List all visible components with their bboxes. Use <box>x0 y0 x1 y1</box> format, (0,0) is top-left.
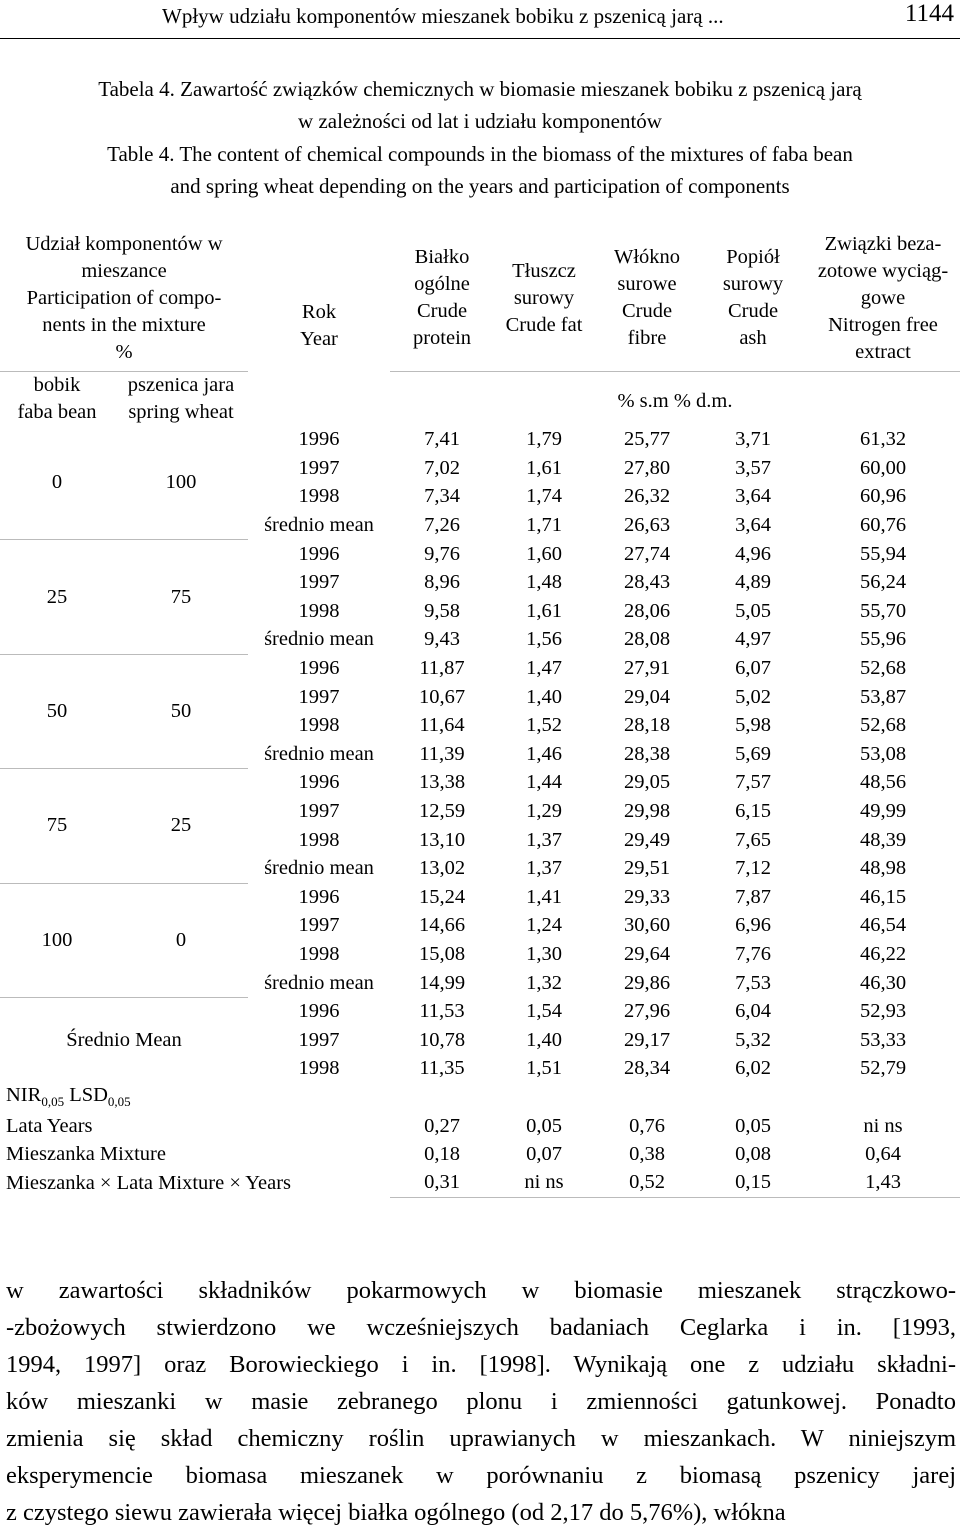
fat-cell: 1,60 <box>526 542 562 565</box>
faba-share-cell: 100 <box>0 883 114 997</box>
ash-cell: 5,05 <box>735 599 771 622</box>
wheat-header <box>114 371 248 426</box>
header-line: Białko <box>414 246 470 269</box>
nfe-cell: 55,70 <box>859 599 907 622</box>
nfe-cell: 46,22 <box>859 942 907 965</box>
unit-header: % s.m % d.m. <box>617 390 733 412</box>
nfe-cell: 55,94 <box>859 542 907 565</box>
table-row <box>0 654 960 683</box>
year-cell: 1997 <box>298 685 340 708</box>
fat-cell: 1,44 <box>526 771 562 794</box>
header-line: Tłuszcz <box>512 259 576 282</box>
header-line: % <box>115 340 133 363</box>
ash-cell: 6,15 <box>735 800 771 823</box>
lsd-heading <box>0 1083 960 1112</box>
year-cell: 1996 <box>298 771 340 794</box>
fat-cell: 1,40 <box>526 1028 562 1051</box>
header-line: fibre <box>627 327 667 350</box>
lsd-heading-part: NIR <box>6 1084 42 1107</box>
fibre-lsd-cell: 0,38 <box>629 1143 665 1166</box>
wheat-share-cell: 50 <box>114 654 248 768</box>
header-line: spring wheat <box>128 400 234 423</box>
faba-share-cell: 25 <box>0 540 114 654</box>
fibre-cell: 29,17 <box>623 1028 671 1051</box>
fibre-mean-cell: 28,38 <box>623 742 671 765</box>
protein-cell: 13,38 <box>418 771 466 794</box>
protein-cell: 11,64 <box>419 714 465 737</box>
lsd-row <box>0 1112 960 1141</box>
protein-cell: 11,35 <box>419 1057 465 1080</box>
table-caption-pl-line1: Tabela 4. Zawartość związków chemicznych w biomasie mieszanek bobiku z pszenicą jarą <box>98 77 862 101</box>
ash-lsd-cell: 0,05 <box>735 1114 771 1137</box>
header-line: Crude <box>416 300 468 323</box>
ash-mean-cell: 3,64 <box>735 514 771 537</box>
fat-cell: 1,74 <box>526 485 562 508</box>
year-header <box>248 226 390 426</box>
mean-label-cell: średnio mean <box>264 971 374 994</box>
header-line: Popiół <box>726 246 780 269</box>
fibre-cell: 28,18 <box>623 714 671 737</box>
table-row <box>0 540 960 569</box>
header-line: extract <box>855 340 911 363</box>
protein-cell: 9,76 <box>424 542 460 565</box>
wheat-share-cell: 0 <box>114 883 248 997</box>
fat-mean-cell: 1,46 <box>526 742 562 765</box>
header-line: Crude fat <box>505 313 583 336</box>
year-cell: 1998 <box>298 599 340 622</box>
nfe-cell: 48,56 <box>859 771 907 794</box>
fat-mean-cell: 1,56 <box>526 628 562 651</box>
header-line: faba bean <box>17 400 97 423</box>
nfe-lsd-cell: 1,43 <box>806 1169 960 1198</box>
fat-mean-cell: 1,37 <box>526 857 562 880</box>
nfe-mean-cell: 55,96 <box>859 628 907 651</box>
participation-header <box>0 226 248 371</box>
table-caption-en-line2: and spring wheat depending on the years and participation of components <box>170 174 790 198</box>
ash-cell: 5,02 <box>735 685 771 708</box>
fibre-lsd-cell: 0,76 <box>629 1114 665 1137</box>
lsd-heading-part: 0,05 <box>41 1094 65 1110</box>
header-line: ogólne <box>414 273 470 296</box>
overall-mean-row <box>0 997 960 1026</box>
ash-cell: 5,98 <box>735 714 771 737</box>
header-line: surowe <box>617 273 677 296</box>
protein-cell: 9,58 <box>424 599 460 622</box>
table-caption-pl-line2: w zależności od lat i udziału komponentów <box>298 109 662 133</box>
header-line: Rok <box>301 300 337 323</box>
nfe-cell: 46,54 <box>859 914 907 937</box>
nfe-header <box>806 226 960 371</box>
protein-mean-cell: 11,39 <box>419 742 465 765</box>
table-row <box>0 883 960 912</box>
fibre-cell: 27,96 <box>623 1000 671 1023</box>
protein-cell: 8,96 <box>424 571 460 594</box>
fat-header <box>494 226 594 371</box>
lsd-heading-part: LSD <box>64 1084 108 1107</box>
year-cell: 1997 <box>298 800 340 823</box>
header-line: surowy <box>722 273 784 296</box>
fat-lsd-cell: 0,07 <box>526 1143 562 1166</box>
header-line: Crude <box>621 300 673 323</box>
wheat-share-cell: 100 <box>165 470 197 493</box>
nfe-cell: 53,87 <box>859 685 907 708</box>
protein-cell: 15,24 <box>418 885 466 908</box>
body-line: z czystego siewu zawierała więcej białka ogólnego (od 2,17 do 5,76%), włókna <box>6 1499 786 1526</box>
lsd-header-row <box>0 1083 960 1112</box>
nfe-cell: 60,96 <box>859 485 907 508</box>
body-line: ków mieszanki w masie zebranego plonu i zmienności gatunkowej. Ponadto <box>6 1388 956 1415</box>
header-line: protein <box>412 327 472 350</box>
fibre-header <box>594 226 700 371</box>
fat-cell: 1,30 <box>526 942 562 965</box>
protein-mean-cell: 9,43 <box>424 628 460 651</box>
ash-cell: 7,57 <box>735 771 771 794</box>
faba-share-cell: 0 <box>51 470 63 493</box>
year-cell: 1998 <box>298 828 340 851</box>
header-line: Year <box>300 327 338 350</box>
fat-mean-cell: 1,32 <box>526 971 562 994</box>
ash-cell: 6,02 <box>735 1057 771 1080</box>
ash-mean-cell: 5,69 <box>735 742 771 765</box>
nfe-mean-cell: 46,30 <box>859 971 907 994</box>
ash-cell: 7,87 <box>735 885 771 908</box>
protein-mean-cell: 14,99 <box>418 971 466 994</box>
protein-lsd-cell: 0,27 <box>424 1114 460 1137</box>
ash-mean-cell: 7,53 <box>735 971 771 994</box>
fibre-cell: 28,06 <box>623 599 671 622</box>
protein-cell: 10,67 <box>418 685 466 708</box>
fat-cell: 1,79 <box>526 428 562 451</box>
ash-cell: 6,07 <box>735 657 771 680</box>
nfe-cell: 46,15 <box>859 885 907 908</box>
header-line: ash <box>739 327 767 350</box>
fat-lsd-cell: ni ns <box>494 1169 594 1198</box>
mean-label-cell: średnio mean <box>264 857 374 880</box>
ash-cell: 4,89 <box>735 571 771 594</box>
page-number: 1144 <box>904 0 954 27</box>
protein-cell: 7,02 <box>424 456 460 479</box>
year-cell: 1996 <box>298 1000 340 1023</box>
ash-cell: 6,96 <box>735 914 771 937</box>
fibre-cell: 27,91 <box>623 657 671 680</box>
fat-cell: 1,41 <box>526 885 562 908</box>
protein-cell: 13,10 <box>418 828 466 851</box>
lsd-row <box>0 1169 960 1198</box>
body-paragraph <box>6 1272 956 1531</box>
mean-label-cell: średnio mean <box>264 514 374 537</box>
body-line: zmienia się skład chemiczny roślin uprawianych w mieszankach. W niniejszym <box>6 1425 956 1452</box>
fibre-cell: 29,33 <box>623 885 671 908</box>
fat-cell: 1,54 <box>526 1000 562 1023</box>
lsd-row <box>0 1140 960 1169</box>
year-cell: 1997 <box>298 456 340 479</box>
fibre-cell: 30,60 <box>623 914 671 937</box>
year-cell: 1997 <box>298 571 340 594</box>
year-cell: 1996 <box>298 428 340 451</box>
nfe-mean-cell: 60,76 <box>859 514 907 537</box>
body-line: 1994, 1997] oraz Borowieckiego i in. [1998]. Wynikają one z udziału składni- <box>6 1351 956 1378</box>
protein-cell: 11,87 <box>419 657 465 680</box>
header-line: zotowe wyciąg- <box>817 259 949 282</box>
fat-cell: 1,52 <box>526 714 562 737</box>
year-cell: 1998 <box>298 714 340 737</box>
header-line: surowy <box>513 286 575 309</box>
fat-cell: 1,24 <box>526 914 562 937</box>
protein-mean-cell: 13,02 <box>418 857 466 880</box>
ash-cell: 4,96 <box>735 542 771 565</box>
header-line: Nitrogen free <box>828 313 938 336</box>
protein-header <box>390 226 494 371</box>
chemical-composition-table <box>0 226 960 1198</box>
year-cell: 1996 <box>298 542 340 565</box>
mean-label-cell: średnio mean <box>264 742 374 765</box>
fibre-cell: 28,43 <box>623 571 671 594</box>
protein-lsd-cell: 0,31 <box>390 1169 494 1198</box>
fibre-cell: 28,34 <box>623 1057 671 1080</box>
fibre-cell: 29,64 <box>623 942 671 965</box>
ash-cell: 6,04 <box>735 1000 771 1023</box>
body-line: w zawartości składników pokarmowych w biomasie mieszanek strączkowo- <box>6 1277 956 1304</box>
fat-cell: 1,29 <box>526 800 562 823</box>
fibre-cell: 25,77 <box>623 428 671 451</box>
body-line: eksperymencie biomasa mieszanek w porównaniu z biomasą pszenicy jarej <box>6 1462 956 1489</box>
header-line: Związki beza- <box>824 232 942 255</box>
ash-header <box>700 226 806 371</box>
ash-cell: 3,57 <box>735 456 771 479</box>
ash-cell: 7,76 <box>735 942 771 965</box>
fat-mean-cell: 1,71 <box>526 514 562 537</box>
nfe-cell: 52,68 <box>859 714 907 737</box>
ash-mean-cell: 7,12 <box>735 857 771 880</box>
table-row <box>0 769 960 798</box>
ash-mean-cell: 4,97 <box>735 628 771 651</box>
header-rule <box>0 38 960 39</box>
header-line: bobik <box>33 373 81 396</box>
nfe-cell: 53,33 <box>859 1028 907 1051</box>
table-caption-en-line1: Table 4. The content of chemical compounds in the biomass of the mixtures of faba bean <box>107 142 853 166</box>
lsd-label-cell: Mieszanka Mixture <box>6 1143 166 1166</box>
fat-cell: 1,61 <box>526 456 562 479</box>
wheat-share-cell: 25 <box>114 769 248 883</box>
protein-lsd-cell: 0,18 <box>424 1143 460 1166</box>
ash-lsd-cell: 0,15 <box>700 1169 806 1198</box>
protein-mean-cell: 7,26 <box>424 514 460 537</box>
header-line: Włókno <box>613 246 681 269</box>
header-line: mieszance <box>81 259 167 282</box>
ash-cell: 3,64 <box>735 485 771 508</box>
fat-lsd-cell: 0,05 <box>526 1114 562 1137</box>
ash-cell: 5,32 <box>735 1028 771 1051</box>
protein-cell: 7,41 <box>424 428 460 451</box>
fat-cell: 1,37 <box>526 828 562 851</box>
table-row <box>0 426 960 455</box>
fibre-lsd-cell: 0,52 <box>594 1169 700 1198</box>
protein-cell: 14,66 <box>418 914 466 937</box>
nfe-cell: 60,00 <box>859 456 907 479</box>
year-cell: 1997 <box>298 914 340 937</box>
fibre-cell: 27,74 <box>623 542 671 565</box>
nfe-cell: 61,32 <box>859 428 907 451</box>
nfe-cell: 48,39 <box>859 828 907 851</box>
fibre-cell: 26,32 <box>623 485 671 508</box>
faba-header <box>0 371 114 426</box>
nfe-lsd-cell: 0,64 <box>865 1143 901 1166</box>
lsd-label-cell: Lata Years <box>6 1114 93 1137</box>
fat-cell: 1,48 <box>526 571 562 594</box>
nfe-cell: 52,79 <box>859 1057 907 1080</box>
lsd-label-cell: Mieszanka × Lata Mixture × Years <box>6 1171 291 1194</box>
header-line: Crude <box>727 300 779 323</box>
fibre-cell: 29,04 <box>623 685 671 708</box>
body-line: -zbożowych stwierdzono we wcześniejszych badaniach Ceglarka i in. [1993, <box>6 1314 956 1341</box>
fibre-mean-cell: 26,63 <box>623 514 671 537</box>
protein-cell: 11,53 <box>419 1000 465 1023</box>
year-cell: 1996 <box>298 657 340 680</box>
fibre-cell: 29,05 <box>623 771 671 794</box>
protein-cell: 12,59 <box>418 800 466 823</box>
fibre-mean-cell: 29,86 <box>623 971 671 994</box>
header-line: gowe <box>860 286 906 309</box>
lsd-heading-part: 0,05 <box>107 1094 131 1110</box>
fat-cell: 1,40 <box>526 685 562 708</box>
protein-cell: 10,78 <box>418 1028 466 1051</box>
table-body <box>0 426 960 1198</box>
nfe-cell: 56,24 <box>859 571 907 594</box>
ash-cell: 7,65 <box>735 828 771 851</box>
faba-share-cell: 50 <box>0 654 114 768</box>
year-cell: 1998 <box>298 942 340 965</box>
year-cell: 1998 <box>298 1057 340 1080</box>
fibre-mean-cell: 29,51 <box>623 857 671 880</box>
nfe-mean-cell: 53,08 <box>859 742 907 765</box>
fibre-cell: 29,98 <box>623 800 671 823</box>
nfe-mean-cell: 48,98 <box>859 857 907 880</box>
header-line: pszenica jara <box>127 373 235 396</box>
running-head-title: Wpływ udziału komponentów mieszanek bobiku z pszenicą jarą ... <box>162 4 724 28</box>
fibre-cell: 29,49 <box>623 828 671 851</box>
mean-label-cell: średnio mean <box>264 628 374 651</box>
fat-cell: 1,61 <box>526 599 562 622</box>
protein-cell: 7,34 <box>424 485 460 508</box>
fat-cell: 1,51 <box>526 1057 562 1080</box>
faba-share-cell: 75 <box>0 769 114 883</box>
header-line: Participation of compo- <box>26 286 222 309</box>
header-line: Udział komponentów w <box>25 232 223 255</box>
header-line: nents in the mixture <box>42 313 206 336</box>
overall-mean-label: Średnio Mean <box>0 997 248 1083</box>
year-cell: 1996 <box>298 885 340 908</box>
running-head <box>0 0 960 40</box>
nfe-cell: 52,68 <box>859 657 907 680</box>
year-cell: 1997 <box>298 1028 340 1051</box>
year-cell: 1998 <box>298 485 340 508</box>
protein-cell: 15,08 <box>418 942 466 965</box>
ash-lsd-cell: 0,08 <box>735 1143 771 1166</box>
fibre-mean-cell: 28,08 <box>623 628 671 651</box>
fat-cell: 1,47 <box>526 657 562 680</box>
nfe-lsd-cell: ni ns <box>863 1114 903 1137</box>
wheat-share-cell: 75 <box>114 540 248 654</box>
ash-cell: 3,71 <box>735 428 771 451</box>
nfe-cell: 49,99 <box>859 800 907 823</box>
nfe-cell: 52,93 <box>859 1000 907 1023</box>
fibre-cell: 27,80 <box>623 456 671 479</box>
